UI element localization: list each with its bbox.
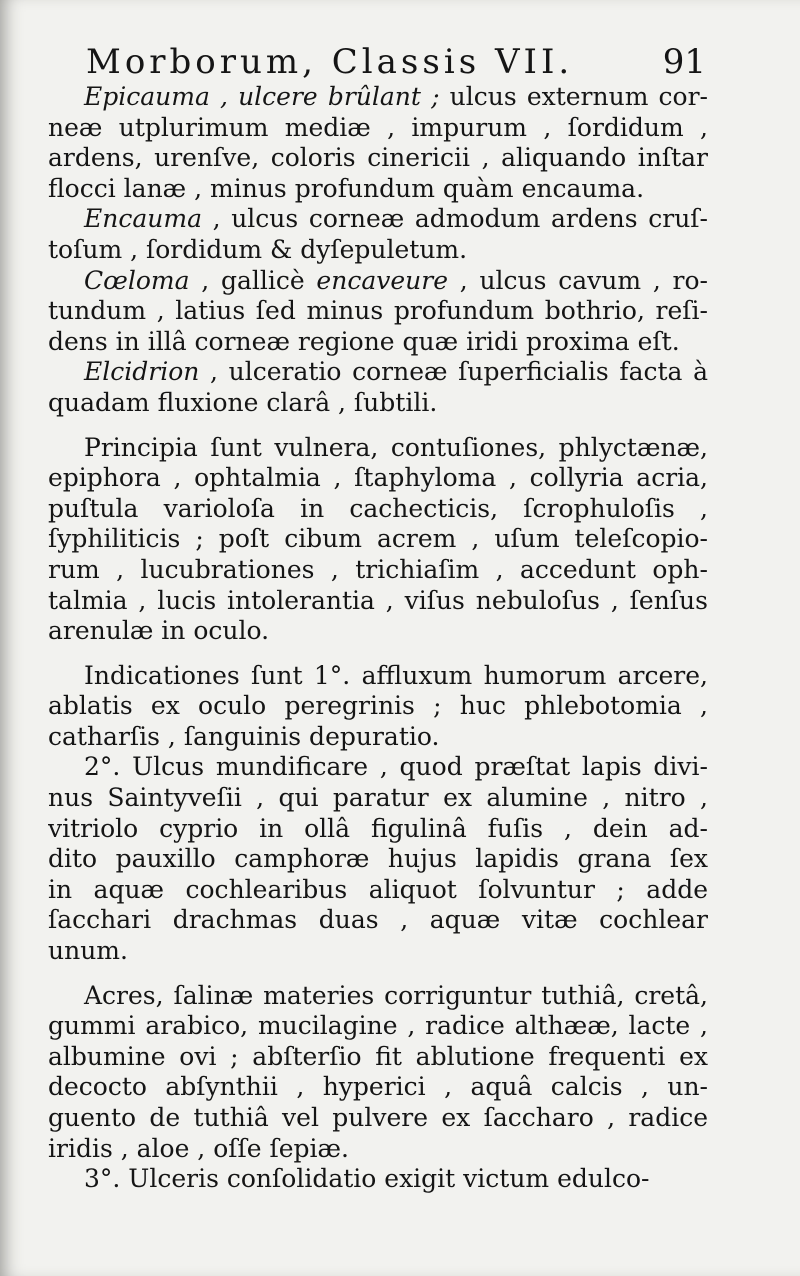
paragraph [48, 661, 708, 753]
italic-term: Epicauma , ulcere brûlant ; [84, 82, 440, 111]
paragraph [48, 204, 708, 265]
text-line [48, 1164, 708, 1195]
paragraph [48, 433, 708, 647]
text-line [48, 586, 708, 617]
paragraph [48, 82, 708, 204]
body-text [48, 82, 708, 1195]
text-run: nus Saintyveſii , qui paratur ex alumine , nitro , [48, 783, 708, 813]
text-line [48, 616, 708, 647]
text-line [48, 1103, 708, 1134]
text-run: toſum , ſordidum & dyſepuletum. [48, 234, 468, 264]
text-line [48, 388, 708, 419]
text-run: neæ utplurimum mediæ , impurum , ſordidum , [48, 112, 708, 142]
text-line [48, 814, 708, 845]
text-run: Indicationes ſunt 1°. affluxum humorum arcere, [84, 660, 708, 690]
text-line [48, 433, 708, 464]
text-line [48, 235, 708, 266]
text-line [48, 143, 708, 174]
text-run: decocto abſynthii , hyperici , aquâ calcis , un- [48, 1072, 708, 1102]
text-line [48, 691, 708, 722]
text-run: iridis , aloe , oſſe ſepiæ. [48, 1133, 349, 1163]
text-run: ardens, urenſve, coloris cinericii , aliquando inſtar [48, 143, 708, 173]
text-line [48, 357, 708, 388]
text-run: ablatis ex oculo peregrinis ; huc phlebotomia , [48, 691, 708, 721]
text-line [48, 82, 708, 113]
text-run: puſtula variolоſa in cachecticis, ſcrophuloſis , [48, 493, 708, 523]
paragraph [48, 981, 708, 1165]
text-run: albumine ovi ; abſterſio fit ablutione frequenti ex [48, 1041, 708, 1071]
text-line [48, 524, 708, 555]
text-run: unum. [48, 936, 128, 966]
paragraph-gap [48, 967, 708, 981]
text-line [48, 204, 708, 235]
text-run: , ulceratio corneæ ſuperficialis facta à [199, 357, 708, 387]
text-run: quadam fluxione clarâ , ſubtili. [48, 387, 438, 417]
text-run: , ulcus cavum , ro- [448, 265, 708, 295]
text-run: dens in illâ corneæ regione quæ iridi proxima eſt. [48, 326, 680, 356]
text-line [48, 463, 708, 494]
italic-term: Elcidrion [84, 357, 200, 387]
text-run: Acres, ſalinæ materies corriguntur tuthiâ, cretâ, [84, 980, 708, 1010]
text-line [48, 555, 708, 586]
text-run: tundum , latius ſed minus profundum bothrio, reſi- [48, 296, 708, 326]
paragraph [48, 266, 708, 358]
text-run: 3°. Ulceris conſolidatio exigit victum edulco- [84, 1164, 650, 1194]
text-line [48, 1134, 708, 1165]
text-line [48, 722, 708, 753]
header-title: Morborum, Classis VII. [86, 42, 574, 82]
paragraph [48, 1164, 708, 1195]
text-run: epiphora , ophtalmia , ſtaphyloma , collyria acria, [48, 463, 708, 493]
paragraph-gap [48, 647, 708, 661]
page-number: 91 [662, 42, 706, 82]
text-line [48, 266, 708, 297]
text-line [48, 327, 708, 358]
text-line [48, 752, 708, 783]
text-run: ſyphiliticis ; poſt cibum acrem , uſum teleſcopio- [48, 524, 708, 554]
text-line [48, 174, 708, 205]
text-run: , ulcus corneæ admodum ardens cruſ- [201, 204, 708, 234]
text-run: rum , lucubrationes , trichiaſim , accedunt oph- [48, 554, 708, 584]
text-line [48, 981, 708, 1012]
text-run: dito pauxillo camphoræ hujus lapidis grana ſex [48, 844, 708, 874]
text-line [48, 844, 708, 875]
text-line [48, 494, 708, 525]
text-run: guento de tuthiâ vel pulvere ex ſaccharo , radice [48, 1103, 708, 1132]
italic-term: Cœloma [84, 265, 190, 295]
text-line [48, 113, 708, 144]
text-line [48, 1011, 708, 1042]
text-run: Principia ſunt vulnera, contuſiones, phlyctænæ, [84, 432, 708, 462]
text-run: ulcus externum cor- [439, 82, 708, 111]
paragraph [48, 357, 708, 418]
text-line [48, 296, 708, 327]
text-line [48, 905, 708, 936]
text-run: gummi arabico, mucilagine , radice althææ, lacte , [48, 1011, 708, 1041]
text-line [48, 936, 708, 967]
paragraph-gap [48, 419, 708, 433]
text-run: arenulæ in oculo. [48, 616, 270, 646]
text-run: catharſis , ſanguinis depuratio. [48, 721, 440, 751]
text-run: ſacchari drachmas duas , aquæ vitæ cochlear [48, 905, 708, 935]
text-line [48, 1072, 708, 1103]
italic-term: encaveure [316, 265, 448, 295]
text-run: flocci lanæ , minus profundum quàm encauma. [48, 173, 645, 203]
text-line [48, 1042, 708, 1073]
text-run: in aquæ cochlearibus aliquot ſolvuntur ; adde [48, 874, 708, 904]
italic-term: Encauma [84, 204, 202, 234]
text-run: 2°. Ulcus mundificare , quod præſtat lapis divi- [84, 752, 708, 782]
text-line [48, 661, 708, 692]
text-run: , gallicè [189, 265, 317, 295]
paragraph [48, 752, 708, 966]
text-line [48, 875, 708, 906]
text-line [48, 783, 708, 814]
text-run: vitriolo cyprio in ollâ figulinâ fuſis , dein ad- [48, 813, 708, 843]
text-run: talmia , lucis intolerantia , viſus nebuloſus , ſenſus [48, 585, 708, 615]
